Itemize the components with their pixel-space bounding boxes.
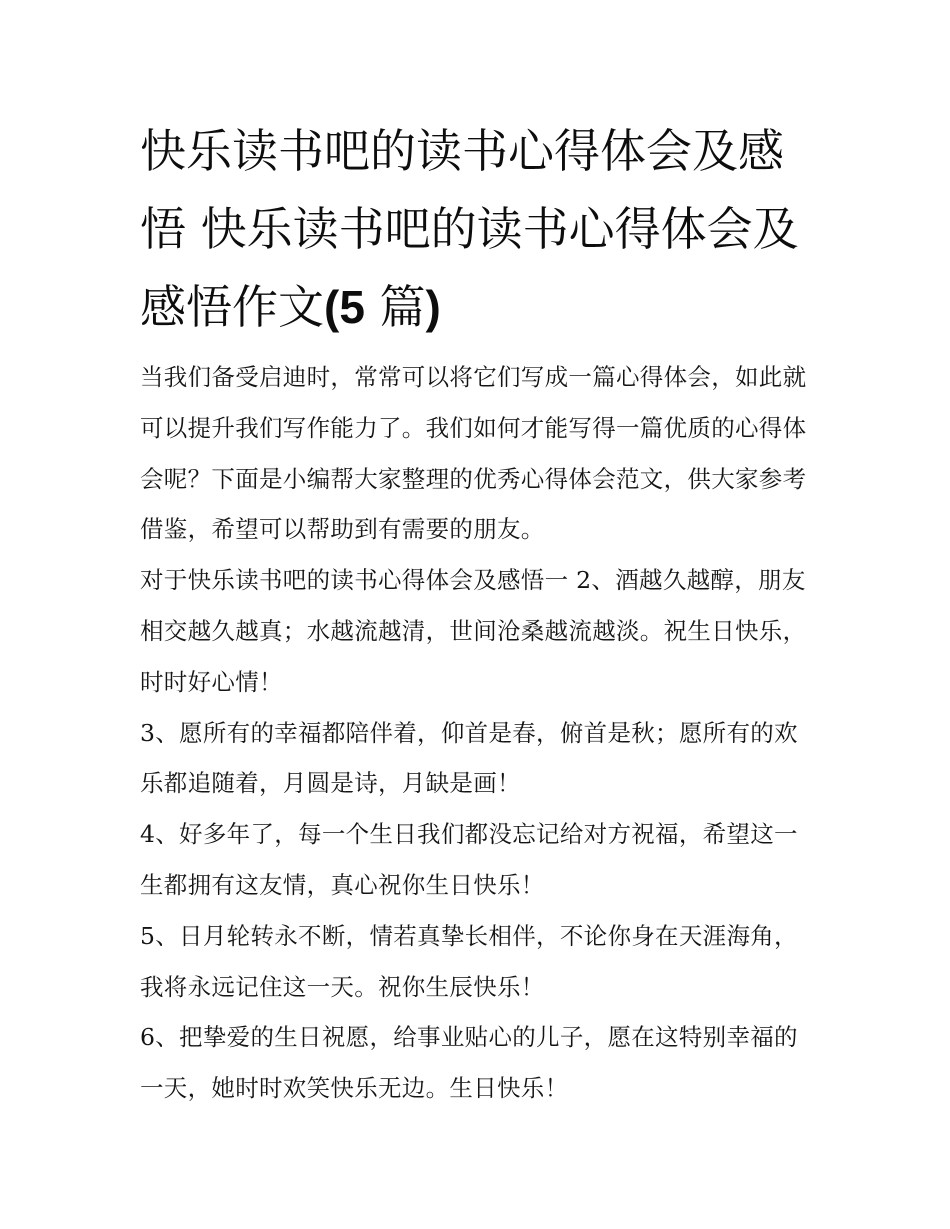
document-body (140, 352, 816, 1114)
paragraph-1: 对于快乐读书吧的读书心得体会及感悟一 2、酒越久越醇，朋友相交越久越真；水越流越清，世间沧桑越流越淡。祝生日快乐，时时好心情！ (140, 566, 807, 696)
document-title (140, 112, 812, 346)
paragraph-3: 4、好多年了，每一个生日我们都没忘记给对方祝福，希望这一生都拥有这友情，真心祝你生日快乐！ (140, 820, 798, 899)
paragraph-4: 5、日月轮转永不断，情若真挚长相伴，不论你身在天涯海角，我将永远记住这一天。祝你生辰快乐！ (140, 921, 798, 1001)
intro-paragraph: 当我们备受启迪时，常常可以将它们写成一篇心得体会，如此就可以提升我们写作能力了。我们如何才能写得一篇优质的心得体会呢？下面是小编帮大家整理的优秀心得体会范文，供大家参考借鉴，希望可以帮助到有需要的朋友。 (140, 363, 807, 544)
title-text: 快乐读书吧的读书心得体会及感悟 快乐读书吧的读书心得体会及感悟作文 (140, 124, 799, 334)
paragraph-2: 3、愿所有的幸福都陪伴着，仰首是春，俯首是秋；愿所有的欢乐都追随着，月圆是诗，月缺是画！ (140, 718, 798, 798)
title-count-open: (5 (324, 281, 365, 333)
title-count-unit: 篇 (364, 280, 426, 334)
paragraph-5: 6、把挚爱的生日祝愿，给事业贴心的儿子，愿在这特别幸福的一天，她时时欢笑快乐无边。生日快乐！ (140, 1023, 798, 1103)
title-count-close: ) (425, 281, 441, 333)
